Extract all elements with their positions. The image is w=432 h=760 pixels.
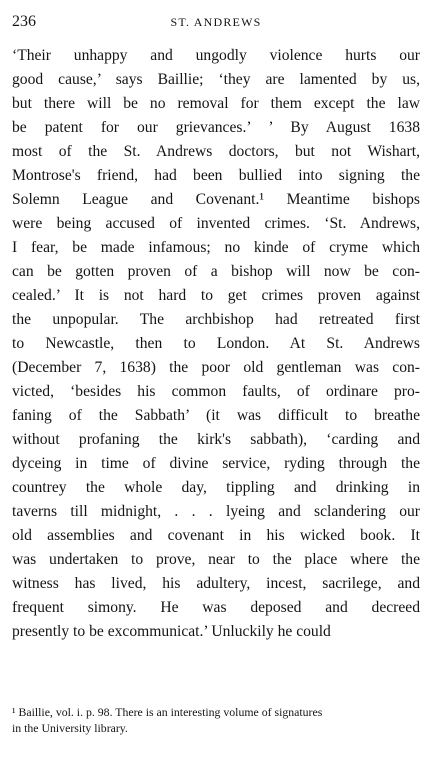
text-line: were being accused of invented crimes. ‘St. Andrews, — [12, 215, 420, 232]
text-line: frequent simony. He was deposed and decreed — [12, 599, 420, 616]
text-line: witness has lived, his adultery, incest, sacrilege, and — [12, 575, 420, 592]
text-line: without profaning the kirk's sabbath), ‘carding and — [12, 431, 420, 448]
page-header — [12, 13, 420, 33]
text-line: Solemn League and Covenant.¹ Meantime bishops — [12, 191, 420, 208]
text-line: Montrose's friend, had been bullied into signing the — [12, 167, 420, 184]
text-line: taverns till midnight, . . . lyeing and sclandering our — [12, 503, 420, 520]
text-line: most of the St. Andrews doctors, but not Wishart, — [12, 143, 420, 160]
text-line: faning of the Sabbath’ (it was difficult to breathe — [12, 407, 420, 424]
footnote-line: ¹ Baillie, vol. i. p. 98. There is an interesting volume of signatures — [12, 705, 323, 719]
text-line: good cause,’ says Baillie; ‘they are lamented by us, — [12, 71, 420, 88]
text-line: victed, ‘besides his common faults, of ordinare pro- — [12, 383, 420, 400]
text-line: old assemblies and covenant in his wicked book. It — [12, 527, 420, 544]
text-line: ‘Their unhappy and ungodly violence hurts our — [12, 47, 420, 64]
text-line: be patent for our grievances.’ ’ By August 1638 — [12, 119, 420, 136]
text-line: but there will be no removal for them except the law — [12, 95, 420, 112]
text-line: dyceing in time of divine service, ryding through the — [12, 455, 420, 472]
text-line: was undertaken to prove, near to the place where the — [12, 551, 420, 568]
text-line: to Newcastle, then to London. At St. Andrews — [12, 335, 420, 352]
page-number: 236 — [12, 13, 36, 30]
text-line: can be gotten proven of a bishop will now be con- — [12, 263, 420, 280]
text-line: I fear, be made infamous; no kinde of cryme which — [12, 239, 420, 256]
text-line: presently to be excommunicat.’ Unluckily he could — [12, 623, 331, 640]
footnote — [12, 704, 420, 736]
footnote-line: in the University library. — [12, 721, 128, 735]
text-line: (December 7, 1638) the poor old gentleman was con- — [12, 359, 420, 376]
running-head: ST. ANDREWS — [170, 15, 262, 29]
text-line: countrey the whole day, tippling and drinking in — [12, 479, 420, 496]
text-line: cealed.’ It is not hard to get crimes proven against — [12, 287, 420, 304]
body-text — [12, 44, 420, 644]
text-line: the unpopular. The archbishop had retreated first — [12, 311, 420, 328]
